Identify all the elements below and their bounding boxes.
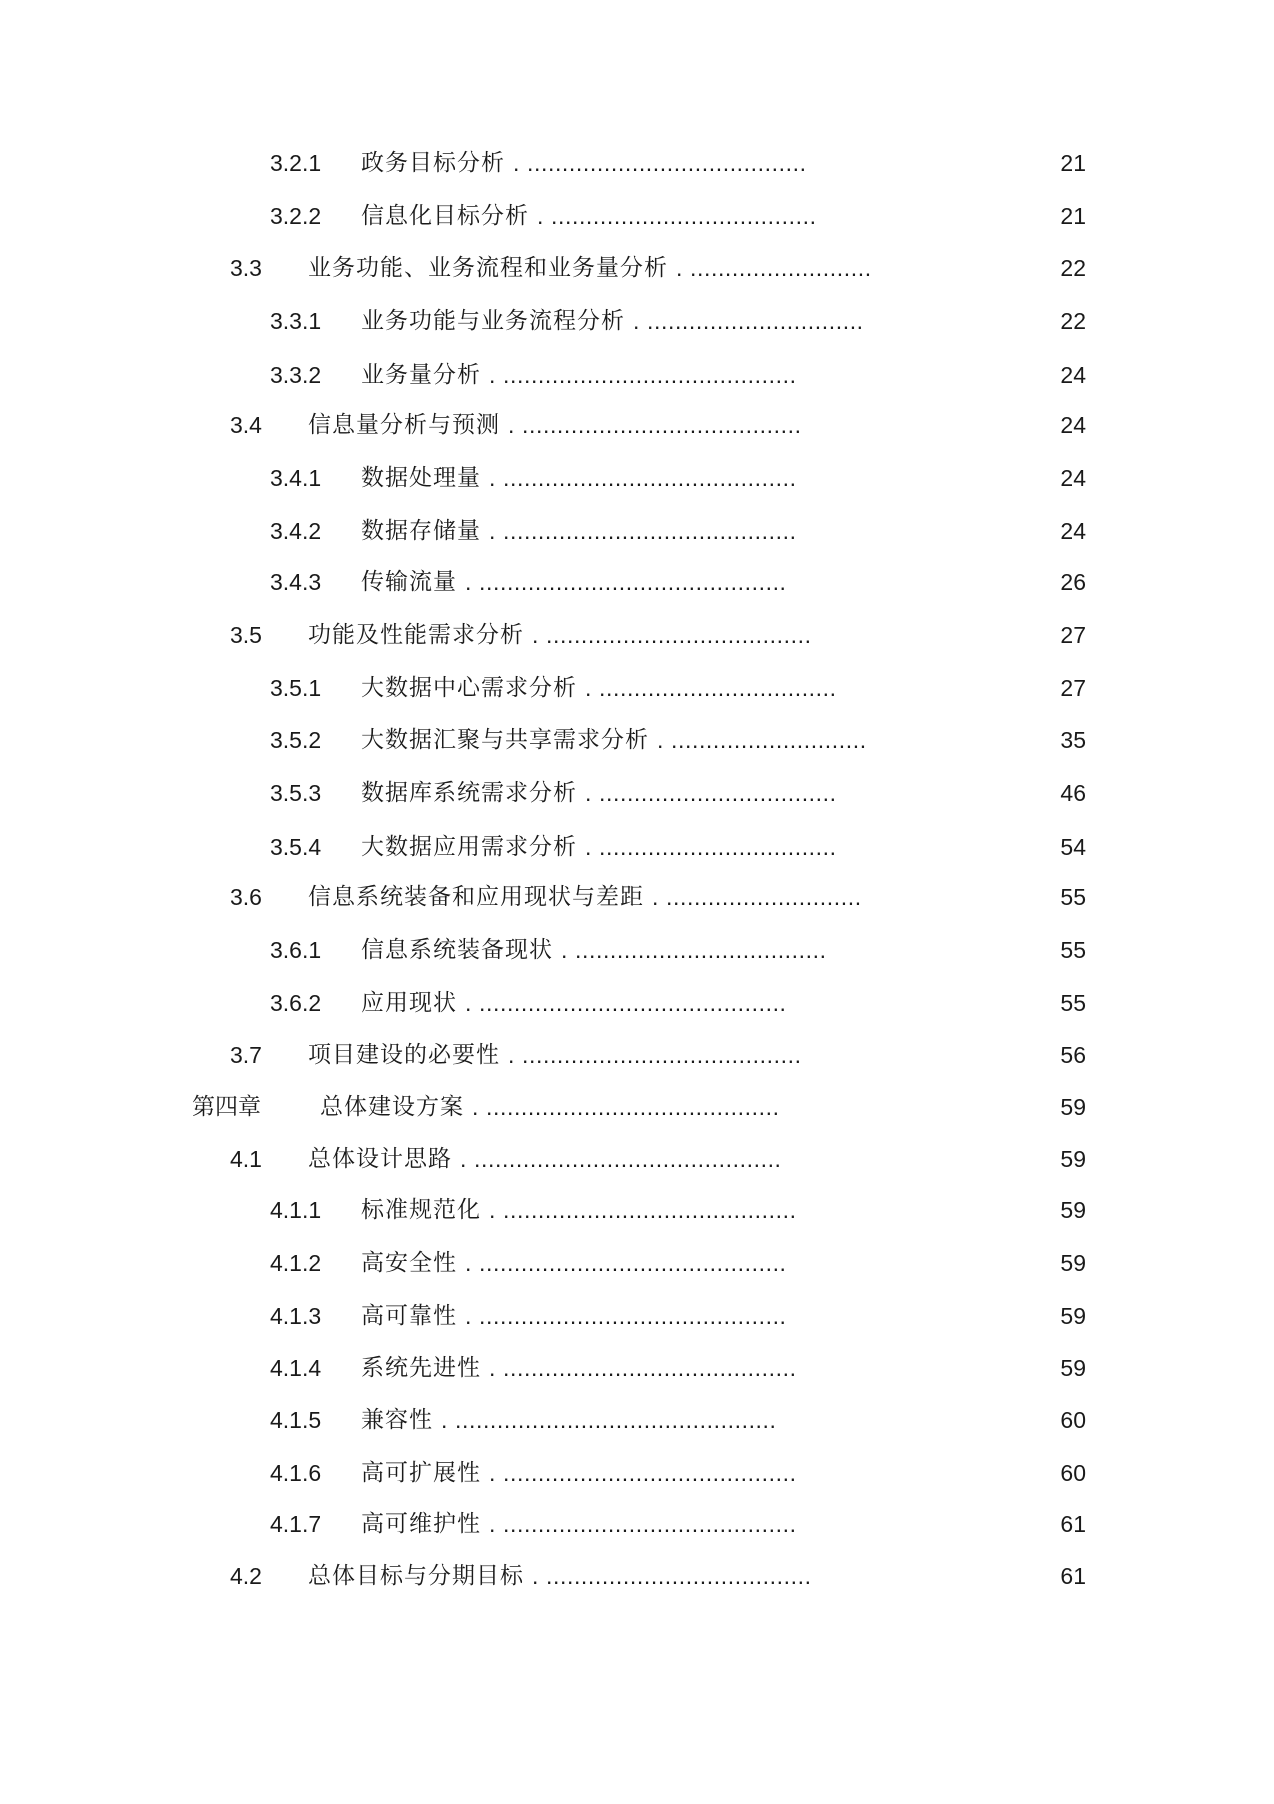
toc-entry-title: 功能及性能需求分析: [308, 622, 524, 648]
toc-entry-leader: . ...............................: [633, 308, 864, 334]
toc-entry-title: 标准规范化: [361, 1197, 481, 1223]
toc-entry-page: 46: [1060, 780, 1086, 806]
toc-entry[interactable]: [0, 1504, 1274, 1544]
toc-entry-leader: . ............................................: [465, 1250, 787, 1276]
toc-entry-leader: . ..........................................: [489, 1197, 797, 1223]
toc-entry-page: 27: [1060, 622, 1086, 648]
toc-entry[interactable]: [0, 1087, 1274, 1127]
toc-entry-number: 3.2.1: [270, 150, 322, 176]
toc-entry-number: 3.6.2: [270, 990, 322, 1016]
toc-entry-page: 26: [1060, 569, 1086, 595]
toc-entry-leader: . ......................................: [532, 622, 812, 648]
toc-entry-page: 59: [1060, 1303, 1086, 1329]
toc-entry[interactable]: [0, 143, 1274, 183]
toc-entry-number: 4.1.2: [270, 1250, 322, 1276]
toc-entry-title: 兼容性: [361, 1407, 433, 1433]
toc-entry-leader: . ..................................: [585, 780, 837, 806]
toc-entry-leader: . ............................................: [460, 1146, 782, 1172]
toc-entry-leader: . ..........................................: [472, 1094, 780, 1120]
toc-entry-title: 总体建设方案: [320, 1094, 464, 1120]
toc-entry-title: 传输流量: [361, 569, 457, 595]
toc-entry-leader: . ......................................: [537, 203, 817, 229]
toc-entry-title: 政务目标分析: [361, 150, 505, 176]
toc-entry[interactable]: [0, 1453, 1274, 1493]
toc-entry-number: 3.6.1: [270, 937, 322, 963]
toc-entry-leader: . ............................................: [465, 569, 787, 595]
toc-entry-title: 大数据中心需求分析: [361, 675, 577, 701]
toc-entry[interactable]: [0, 248, 1274, 288]
toc-entry-title: 业务功能与业务流程分析: [361, 308, 625, 334]
toc-entry-leader: . ............................: [657, 727, 867, 753]
toc-entry[interactable]: [0, 1348, 1274, 1388]
toc-entry-page: 24: [1060, 465, 1086, 491]
toc-entry-leader: . ..........................................: [489, 1460, 797, 1486]
toc-entry[interactable]: [0, 355, 1274, 395]
toc-entry-number: 3.3.2: [270, 362, 322, 388]
toc-entry-page: 55: [1060, 884, 1086, 910]
toc-entry-number: 4.1.3: [270, 1303, 322, 1329]
toc-entry-title: 数据处理量: [361, 465, 481, 491]
toc-entry-page: 60: [1060, 1460, 1086, 1486]
toc-entry-number: 3.6: [230, 884, 262, 910]
toc-entry[interactable]: [0, 1556, 1274, 1596]
toc-entry-title: 系统先进性: [361, 1355, 481, 1381]
toc-entry-page: 60: [1060, 1407, 1086, 1433]
toc-entry-title: 信息化目标分析: [361, 203, 529, 229]
toc-entry-title: 信息系统装备现状: [361, 937, 553, 963]
toc-entry-page: 35: [1060, 727, 1086, 753]
toc-entry[interactable]: [0, 1296, 1274, 1336]
toc-entry[interactable]: [0, 930, 1274, 970]
toc-entry[interactable]: [0, 458, 1274, 498]
toc-entry-title: 信息系统装备和应用现状与差距: [308, 884, 644, 910]
toc-entry-leader: . ........................................: [508, 1042, 802, 1068]
toc-entry-leader: . ........................................: [513, 150, 807, 176]
toc-entry-page: 27: [1060, 675, 1086, 701]
toc-entry[interactable]: [0, 983, 1274, 1023]
toc-entry-title: 业务功能、业务流程和业务量分析: [308, 255, 668, 281]
toc-entry-number: 4.1.5: [270, 1407, 322, 1433]
toc-entry-leader: . ..................................: [585, 834, 837, 860]
toc-entry-number: 3.4.3: [270, 569, 322, 595]
toc-entry-title: 业务量分析: [361, 362, 481, 388]
toc-entry-page: 61: [1060, 1511, 1086, 1537]
toc-entry-title: 项目建设的必要性: [308, 1042, 500, 1068]
toc-entry-title: 高安全性: [361, 1250, 457, 1276]
toc-entry-number: 4.2: [230, 1563, 262, 1589]
toc-entry-leader: . ......................................: [532, 1563, 812, 1589]
toc-entry-title: 数据库系统需求分析: [361, 780, 577, 806]
toc-entry-number: 3.3: [230, 255, 262, 281]
toc-entry-page: 24: [1060, 362, 1086, 388]
toc-entry-number: 3.4.2: [270, 518, 322, 544]
toc-entry-page: 59: [1060, 1094, 1086, 1120]
toc-entry[interactable]: [0, 773, 1274, 813]
toc-entry-page: 24: [1060, 412, 1086, 438]
toc-entry[interactable]: [0, 1139, 1274, 1179]
toc-entry-number: 3.5: [230, 622, 262, 648]
toc-entry-page: 55: [1060, 937, 1086, 963]
toc-entry-leader: . ..........................................: [489, 518, 797, 544]
toc-entry-title: 高可维护性: [361, 1511, 481, 1537]
toc-entry-leader: . ............................................: [465, 990, 787, 1016]
toc-entry-page: 59: [1060, 1355, 1086, 1381]
toc-entry-leader: . ..........................................: [489, 1355, 797, 1381]
toc-entry[interactable]: [0, 196, 1274, 236]
toc-entry-leader: . ..................................: [585, 675, 837, 701]
toc-entry-number: 4.1.4: [270, 1355, 322, 1381]
toc-entry[interactable]: [0, 668, 1274, 708]
toc-entry-number: 3.5.4: [270, 834, 322, 860]
toc-entry[interactable]: [0, 877, 1274, 917]
toc-entry-leader: . ..............................................: [441, 1407, 777, 1433]
toc-entry-number: 3.4.1: [270, 465, 322, 491]
toc-entry-number: 3.5.3: [270, 780, 322, 806]
toc-entry-title: 大数据应用需求分析: [361, 834, 577, 860]
toc-entry[interactable]: [0, 1400, 1274, 1440]
toc-entry-title: 总体设计思路: [308, 1146, 452, 1172]
toc-entry[interactable]: [0, 1035, 1274, 1075]
toc-entry-page: 22: [1060, 255, 1086, 281]
toc-entry-number: 4.1.1: [270, 1197, 322, 1223]
toc-entry-page: 24: [1060, 518, 1086, 544]
toc-entry[interactable]: [0, 1190, 1274, 1230]
toc-entry-number: 3.2.2: [270, 203, 322, 229]
toc-entry-page: 21: [1060, 203, 1086, 229]
toc-entry[interactable]: [0, 1243, 1274, 1283]
toc-entry-leader: . ..........................................: [489, 362, 797, 388]
toc-entry-number: 4.1.6: [270, 1460, 322, 1486]
toc-entry-page: 22: [1060, 308, 1086, 334]
toc-entry[interactable]: [0, 301, 1274, 341]
toc-entry-number: 3.3.1: [270, 308, 322, 334]
toc-entry-title: 高可扩展性: [361, 1460, 481, 1486]
toc-entry-number: 3.4: [230, 412, 262, 438]
toc-entry-leader: . ....................................: [561, 937, 827, 963]
toc-entry-title: 总体目标与分期目标: [308, 1563, 524, 1589]
toc-entry-number: 第四章: [192, 1094, 261, 1120]
toc-entry-page: 55: [1060, 990, 1086, 1016]
toc-entry-title: 应用现状: [361, 990, 457, 1016]
toc-entry-page: 54: [1060, 834, 1086, 860]
toc-entry-number: 4.1.7: [270, 1511, 322, 1537]
toc-entry-number: 3.5.2: [270, 727, 322, 753]
toc-entry-page: 59: [1060, 1250, 1086, 1276]
toc-entry-title: 大数据汇聚与共享需求分析: [361, 727, 649, 753]
toc-entry[interactable]: [0, 615, 1274, 655]
toc-entry-number: 3.5.1: [270, 675, 322, 701]
toc-entry-leader: . ..........................................: [489, 1511, 797, 1537]
toc-entry-page: 61: [1060, 1563, 1086, 1589]
toc-entry[interactable]: [0, 720, 1274, 760]
toc-entry-page: 59: [1060, 1197, 1086, 1223]
toc-entry[interactable]: [0, 511, 1274, 551]
toc-entry-leader: . ............................................: [465, 1303, 787, 1329]
toc-entry-leader: . ..........................: [676, 255, 872, 281]
toc-entry-title: 数据存储量: [361, 518, 481, 544]
toc-entry-page: 21: [1060, 150, 1086, 176]
toc-entry-leader: . ..........................................: [489, 465, 797, 491]
toc-entry[interactable]: [0, 562, 1274, 602]
toc-entry[interactable]: [0, 405, 1274, 445]
toc-entry-number: 3.7: [230, 1042, 262, 1068]
toc-entry[interactable]: [0, 827, 1274, 867]
toc-entry-title: 高可靠性: [361, 1303, 457, 1329]
toc-entry-page: 59: [1060, 1146, 1086, 1172]
toc-entry-number: 4.1: [230, 1146, 262, 1172]
toc-entry-leader: . ........................................: [508, 412, 802, 438]
toc-entry-leader: . ............................: [652, 884, 862, 910]
toc-entry-page: 56: [1060, 1042, 1086, 1068]
toc-entry-title: 信息量分析与预测: [308, 412, 500, 438]
